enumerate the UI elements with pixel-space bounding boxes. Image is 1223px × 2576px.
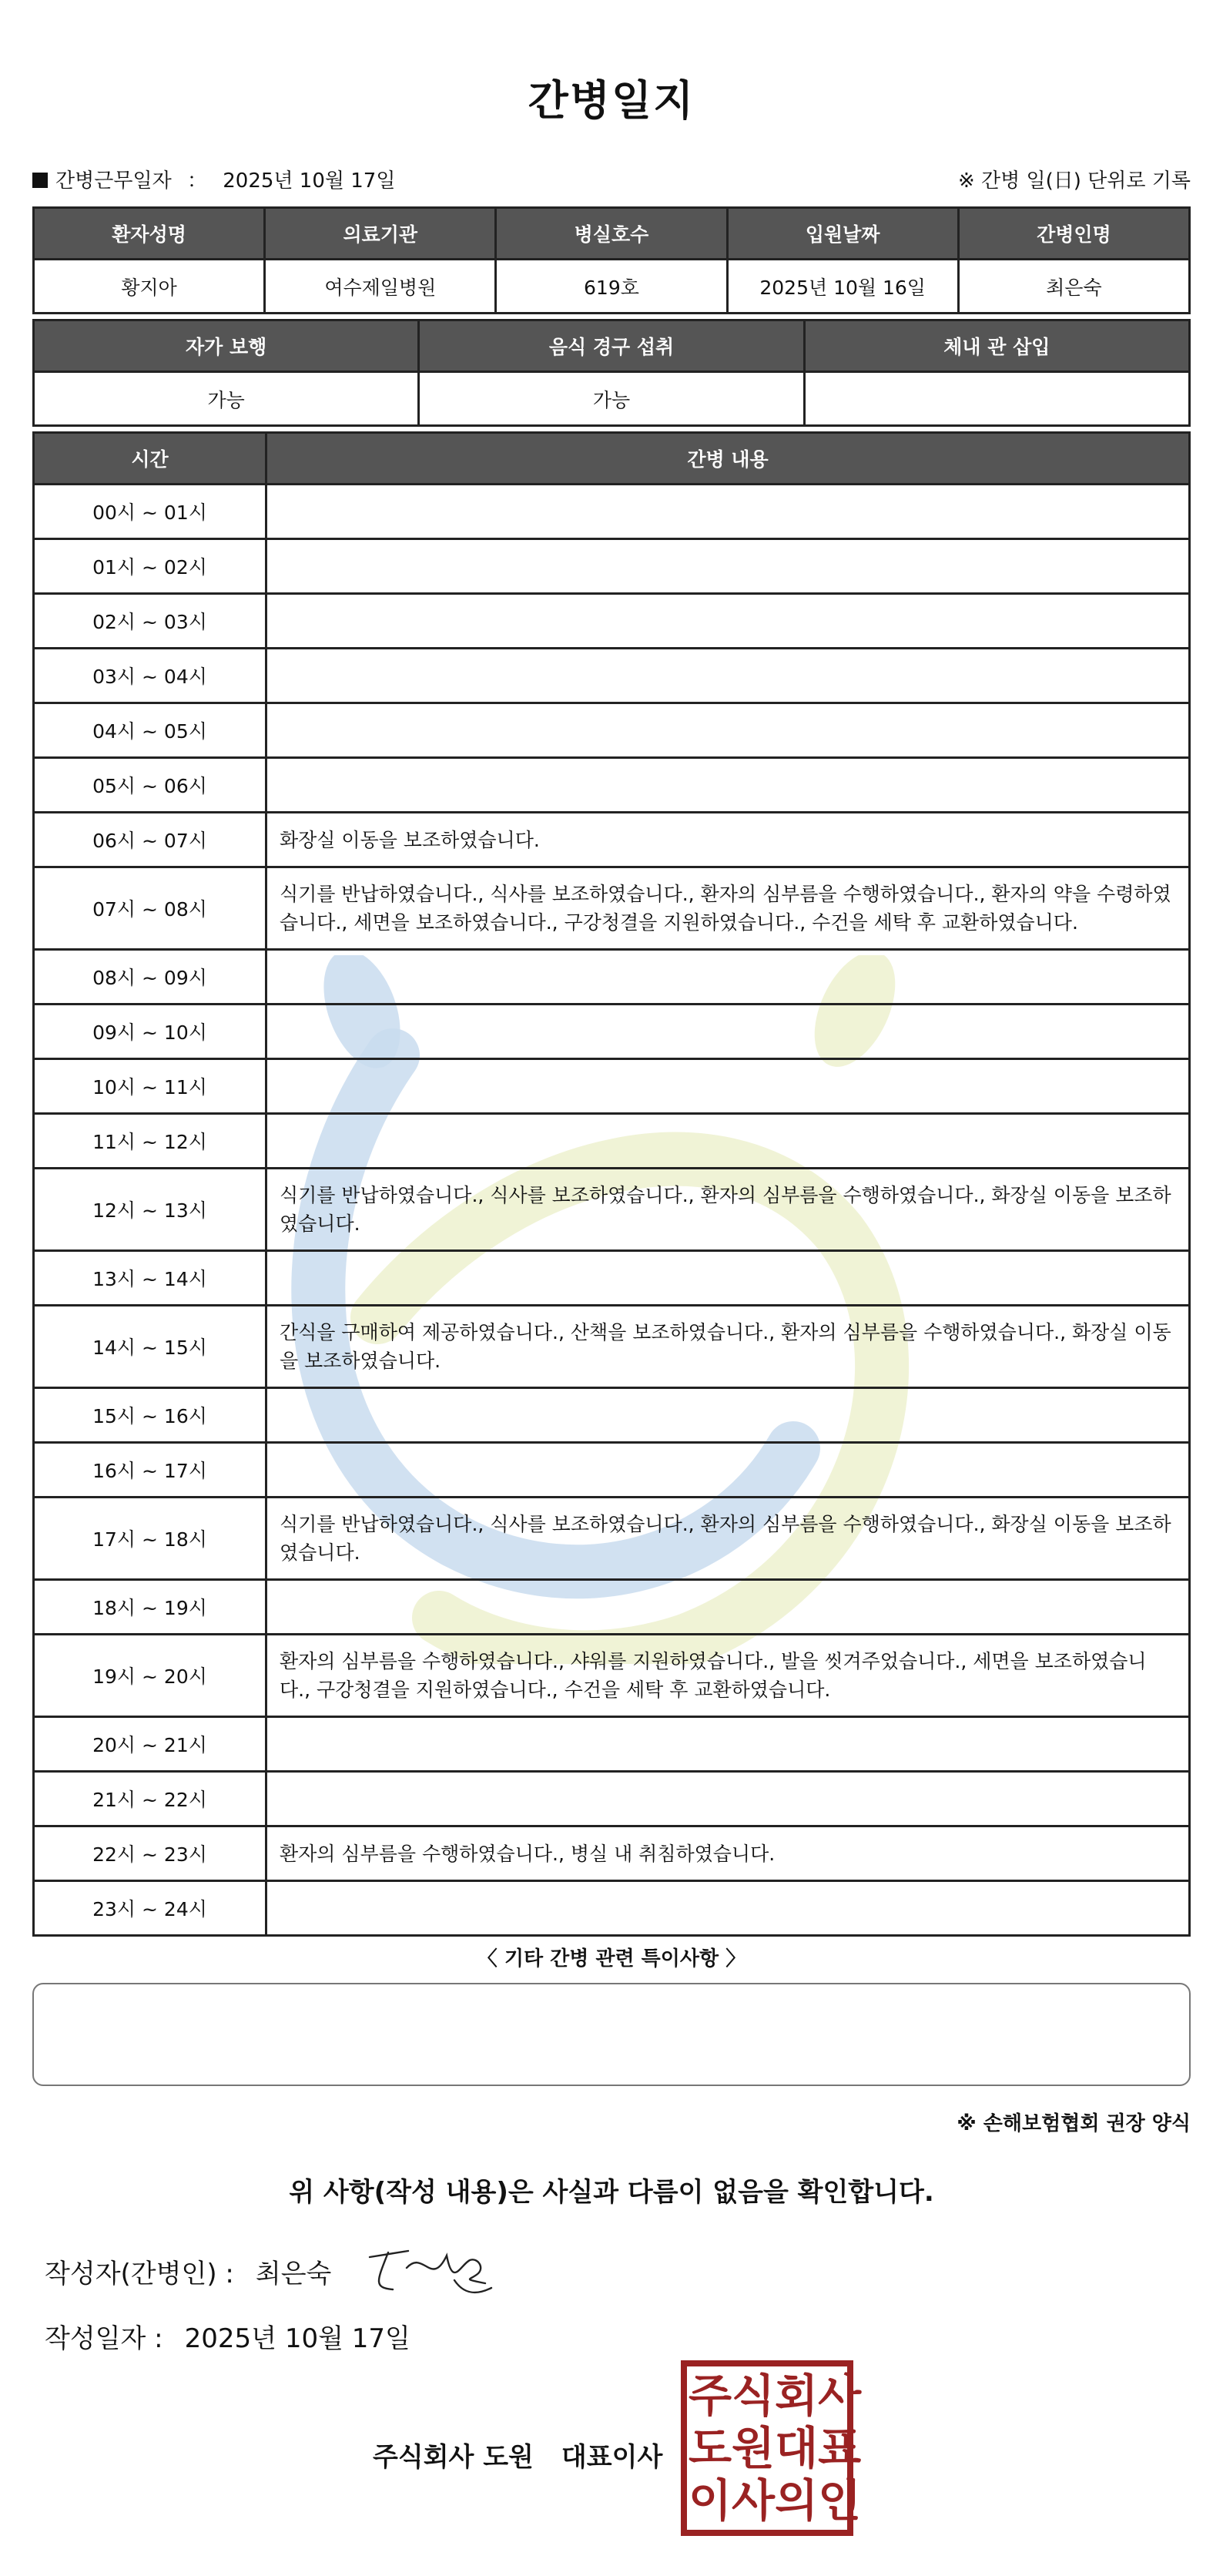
log-content — [266, 1114, 1190, 1169]
walking-value: 가능 — [34, 372, 419, 426]
log-row — [34, 1251, 1190, 1306]
seal-char: 이 — [689, 2474, 732, 2527]
log-content — [266, 950, 1190, 1005]
log-content: 환자의 심부름을 수행하였습니다., 병실 내 취침하였습니다. — [266, 1826, 1190, 1881]
seal-char: 원 — [732, 2422, 776, 2474]
log-row — [34, 758, 1190, 813]
log-row — [34, 1580, 1190, 1635]
log-row — [34, 813, 1190, 867]
special-notes-title: 〈 기타 간병 관련 특이사항 〉 — [477, 1947, 746, 1971]
black-square-icon — [32, 173, 48, 188]
writer-name: 최은숙 — [255, 2259, 332, 2289]
log-time: 15시 ~ 16시 — [34, 1388, 266, 1443]
log-time: 05시 ~ 06시 — [34, 758, 266, 813]
status-value-row — [34, 372, 1190, 426]
log-time: 18시 ~ 19시 — [34, 1580, 266, 1635]
work-date — [32, 165, 395, 193]
log-row — [34, 1635, 1190, 1717]
log-time: 09시 ~ 10시 — [34, 1005, 266, 1059]
log-time: 01시 ~ 02시 — [34, 539, 266, 594]
unit-note: ※ 간병 일(日) 단위로 기록 — [957, 169, 1191, 193]
log-time: 00시 ~ 01시 — [34, 485, 266, 539]
log-content: 식기를 반납하였습니다., 식사를 보조하였습니다., 환자의 심부름을 수행하였습니다., 화장실 이동을 보조하였습니다. — [266, 1498, 1190, 1580]
log-row — [34, 1388, 1190, 1443]
oral-intake-value: 가능 — [419, 372, 804, 426]
seal-row — [689, 2370, 862, 2422]
work-date-sep: ： — [186, 169, 207, 193]
log-row — [34, 1498, 1190, 1580]
log-time: 11시 ~ 12시 — [34, 1114, 266, 1169]
patient-table — [32, 206, 1191, 314]
confirm-statement: 위 사항(작성 내용)은 사실과 다름이 없음을 확인합니다. — [289, 2177, 934, 2208]
header-hospital: 의료기관 — [265, 208, 496, 260]
status-table — [32, 319, 1191, 427]
seal-char: 사 — [732, 2474, 776, 2527]
log-body — [34, 485, 1190, 1936]
seal-row — [689, 2422, 862, 2474]
log-row — [34, 867, 1190, 950]
log-time: 10시 ~ 11시 — [34, 1059, 266, 1114]
header-patient-name: 환자성명 — [34, 208, 265, 260]
seal-char: 도 — [689, 2422, 732, 2474]
log-row — [34, 1881, 1190, 1936]
header-time: 시간 — [34, 433, 266, 485]
tube-value — [804, 372, 1189, 426]
patient-header-row — [34, 208, 1190, 260]
room-number: 619호 — [496, 260, 727, 314]
signature-image — [362, 2234, 501, 2303]
log-time: 04시 ~ 05시 — [34, 703, 266, 758]
log-row — [34, 1306, 1190, 1388]
log-content — [266, 1717, 1190, 1772]
written-date-value: 2025년 10월 17일 — [184, 2323, 410, 2354]
log-content — [266, 1388, 1190, 1443]
seal-char: 식 — [732, 2370, 776, 2422]
log-row — [34, 1114, 1190, 1169]
header-caregiver: 간병인명 — [958, 208, 1189, 260]
log-time: 19시 ~ 20시 — [34, 1635, 266, 1717]
log-time: 02시 ~ 03시 — [34, 594, 266, 649]
log-content: 환자의 심부름을 수행하였습니다., 샤워를 지원하였습니다., 발을 씻겨주었습니다., 세면을 보조하였습니다., 구강청결을 지원하였습니다., 수건을 세탁 후 교환하였습니다. — [266, 1635, 1190, 1717]
seal-row — [689, 2474, 862, 2527]
header-walking: 자가 보행 — [34, 320, 419, 372]
seal-char: 회 — [775, 2370, 819, 2422]
log-time: 13시 ~ 14시 — [34, 1251, 266, 1306]
log-time: 07시 ~ 08시 — [34, 867, 266, 950]
log-row — [34, 594, 1190, 649]
log-time: 23시 ~ 24시 — [34, 1881, 266, 1936]
header-room: 병실호수 — [496, 208, 727, 260]
seal-char: 인 — [818, 2474, 862, 2527]
log-time: 21시 ~ 22시 — [34, 1772, 266, 1826]
log-row — [34, 1826, 1190, 1881]
log-time: 12시 ~ 13시 — [34, 1169, 266, 1251]
log-content: 간식을 구매하여 제공하였습니다., 산책을 보조하였습니다., 환자의 심부름을 수행하였습니다., 화장실 이동을 보조하였습니다. — [266, 1306, 1190, 1388]
seal-char: 의 — [775, 2474, 819, 2527]
recommend-note: ※ 손해보험협회 권장 양식 — [957, 2112, 1191, 2135]
patient-name: 황지아 — [34, 260, 265, 314]
log-time: 22시 ~ 23시 — [34, 1826, 266, 1881]
log-row — [34, 950, 1190, 1005]
log-time: 16시 ~ 17시 — [34, 1443, 266, 1498]
seal-char: 표 — [818, 2422, 862, 2474]
log-content — [266, 1580, 1190, 1635]
work-date-label: 간병근무일자 — [55, 169, 172, 193]
log-content: 화장실 이동을 보조하였습니다. — [266, 813, 1190, 867]
log-time: 08시 ~ 09시 — [34, 950, 266, 1005]
log-header-row — [34, 433, 1190, 485]
log-row — [34, 485, 1190, 539]
log-time: 03시 ~ 04시 — [34, 649, 266, 703]
log-content — [266, 703, 1190, 758]
log-time: 20시 ~ 21시 — [34, 1717, 266, 1772]
header-tube: 체내 관 삽입 — [804, 320, 1189, 372]
seal-char: 주 — [689, 2370, 732, 2422]
hospital-name: 여수제일병원 — [265, 260, 496, 314]
log-content — [266, 594, 1190, 649]
log-row — [34, 1059, 1190, 1114]
log-row — [34, 539, 1190, 594]
log-content — [266, 1881, 1190, 1936]
log-content: 식기를 반납하였습니다., 식사를 보조하였습니다., 환자의 심부름을 수행하였습니다., 화장실 이동을 보조하였습니다. — [266, 1169, 1190, 1251]
writer-label: 작성자(간병인) : — [45, 2259, 234, 2289]
status-header-row — [34, 320, 1190, 372]
company-rep: 대표이사 — [561, 2442, 663, 2473]
company-name: 주식회사 도원 — [373, 2442, 534, 2473]
log-content — [266, 758, 1190, 813]
work-date-value: 2025년 10월 17일 — [223, 169, 396, 193]
seal-char: 사 — [818, 2370, 862, 2422]
header-admit-date: 입원날짜 — [727, 208, 958, 260]
log-content — [266, 1005, 1190, 1059]
log-row — [34, 703, 1190, 758]
log-content — [266, 1251, 1190, 1306]
page-title: 간병일지 — [528, 76, 695, 125]
seal-char: 대 — [775, 2422, 819, 2474]
header-oral-intake: 음식 경구 섭취 — [419, 320, 804, 372]
written-date-line — [45, 2317, 410, 2355]
log-row — [34, 1005, 1190, 1059]
log-content — [266, 1443, 1190, 1498]
log-row — [34, 1717, 1190, 1772]
log-content — [266, 485, 1190, 539]
header-content: 간병 내용 — [266, 433, 1190, 485]
patient-value-row — [34, 260, 1190, 314]
care-log-table — [32, 431, 1191, 1937]
company-seal-stamp — [681, 2360, 862, 2536]
admit-date: 2025년 10월 16일 — [727, 260, 958, 314]
log-time: 17시 ~ 18시 — [34, 1498, 266, 1580]
log-row — [34, 649, 1190, 703]
log-time: 06시 ~ 07시 — [34, 813, 266, 867]
log-row — [34, 1772, 1190, 1826]
log-time: 14시 ~ 15시 — [34, 1306, 266, 1388]
log-content — [266, 1059, 1190, 1114]
log-content: 식기를 반납하였습니다., 식사를 보조하였습니다., 환자의 심부름을 수행하였습니다., 환자의 약을 수령하였습니다., 세면을 보조하였습니다., 구강청결을 지원하였습니다., 수건을 세탁 후 교환하였습니다. — [266, 867, 1190, 950]
log-row — [34, 1169, 1190, 1251]
caregiver-name: 최은숙 — [958, 260, 1189, 314]
company-line — [373, 2436, 662, 2474]
log-row — [34, 1443, 1190, 1498]
written-date-label: 작성일자 : — [45, 2323, 163, 2354]
meta-row — [32, 165, 1191, 196]
log-content — [266, 1772, 1190, 1826]
log-content — [266, 539, 1190, 594]
special-notes-box — [32, 1983, 1191, 2086]
writer-line — [45, 2252, 331, 2290]
log-content — [266, 649, 1190, 703]
